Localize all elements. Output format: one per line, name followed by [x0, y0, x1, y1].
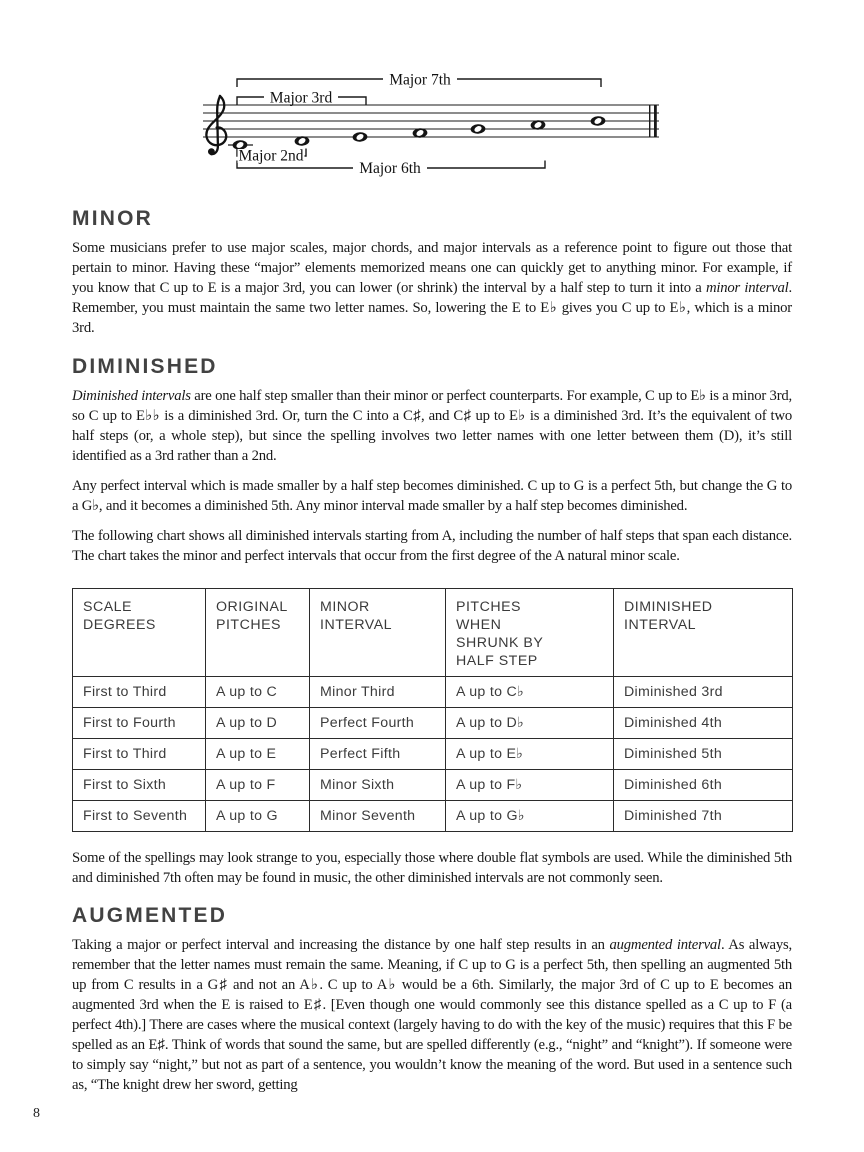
table-cell: First to Third [73, 677, 206, 708]
table-cell: A up to D [206, 708, 310, 739]
minor-heading: MINOR [72, 207, 153, 230]
table-cell: Diminished 3rd [614, 677, 793, 708]
table-header-cell: SCALE DEGREES [73, 589, 206, 677]
table-cell: Minor Sixth [310, 770, 446, 801]
table-cell: A up to F [206, 770, 310, 801]
table-cell: First to Sixth [73, 770, 206, 801]
table-header-cell: PITCHES WHEN SHRUNK BY HALF STEP [446, 589, 614, 677]
whole-note [590, 116, 605, 126]
table-cell: A up to G [206, 801, 310, 832]
staff-lines [203, 105, 659, 137]
table-row [73, 801, 793, 832]
table-row [73, 770, 793, 801]
table-cell: First to Third [73, 739, 206, 770]
staff-svg [0, 0, 864, 192]
diminished-paragraph-2: Any perfect interval which is made smaller by a half step becomes diminished. C up to G is a perfect 5th, but change the G to a G♭, and it becomes a diminished 5th. Any minor interval made smaller by a half step becomes diminished. [72, 478, 792, 514]
bracket-label-major-7th: Major 7th [389, 71, 451, 89]
table-cell: First to Fourth [73, 708, 206, 739]
whole-note [470, 124, 485, 134]
table-row [73, 739, 793, 770]
table-cell: A up to E [206, 739, 310, 770]
bracket-label-major-6th: Major 6th [359, 160, 421, 177]
table-cell: Minor Third [310, 677, 446, 708]
table-row [73, 708, 793, 739]
diminished-paragraph-1: Diminished intervals are one half step smaller than their minor or perfect counterparts. For example, C up to E♭ is a minor 3rd, so C up to E♭♭ is a diminished 3rd. Or, turn the C into a C♯, and C♯ up to E♭ is a diminished 3rd. It’s the equivalent of two half steps (or, a whole step), but since the spelling involves two letter names with one letter between them (D), it’s still identified as a 3rd rather than a 2nd. [72, 388, 792, 464]
table-cell: A up to C [206, 677, 310, 708]
page-content [72, 207, 792, 1095]
table-cell: Perfect Fourth [310, 708, 446, 739]
table-cell: Perfect Fifth [310, 739, 446, 770]
diminished-heading: DIMINISHED [72, 355, 218, 378]
music-figure [0, 0, 864, 192]
bracket-label-major-3rd: Major 3rd [269, 89, 333, 107]
table-header-cell: ORIGINAL PITCHES [206, 589, 310, 677]
table-header-row [73, 589, 793, 677]
table-cell: Diminished 5th [614, 739, 793, 770]
table-note-paragraph: Some of the spellings may look strange to you, especially those where double flat symbols are used. While the diminished 5th and diminished 7th often may be found in music, the other diminished intervals are not commonly seen. [72, 850, 792, 886]
minor-paragraph: Some musicians prefer to use major scales, major chords, and major intervals as a reference point to figure out those that pertain to minor. Having these “major” elements memorized means one can quickly get to anything minor. For example, if you know that C up to E is a major 3rd, you can lower (or shrink) the interval by a half step to turn it into a minor interval. Remember, you must maintain the same two letter names. So, lowering the E to E♭ gives you C up to E♭, which is a minor 3rd. [72, 240, 792, 336]
diminished-paragraph-3: The following chart shows all diminished intervals starting from A, including the number of half steps that span each distance. The chart takes the minor and perfect intervals that occur from the first degree of the A natural minor scale. [72, 528, 792, 564]
table-cell: Diminished 4th [614, 708, 793, 739]
table-cell: Diminished 6th [614, 770, 793, 801]
table-cell: Diminished 7th [614, 801, 793, 832]
table-header-cell: DIMINISHED INTERVAL [614, 589, 793, 677]
table-cell: A up to F♭ [446, 770, 614, 801]
whole-note [352, 132, 367, 142]
table-cell: A up to E♭ [446, 739, 614, 770]
table-row [73, 677, 793, 708]
table-cell: A up to G♭ [446, 801, 614, 832]
table-cell: A up to C♭ [446, 677, 614, 708]
table-cell: A up to D♭ [446, 708, 614, 739]
table-header-cell: MINOR INTERVAL [310, 589, 446, 677]
table-cell: First to Seventh [73, 801, 206, 832]
augmented-heading: AUGMENTED [72, 904, 228, 927]
page-number: 8 [33, 1106, 40, 1121]
augmented-paragraph: Taking a major or perfect interval and increasing the distance by one half step results in an augmented interval. As always, remember that the letter names must remain the same. Meaning, if C up to G is a perfect 5th, then spelling an augmented 5th up from C results in a G♯ and not an A♭. C up to A♭ would be a 6th. Similarly, the major 3rd of C up to E becomes an augmented 3rd when the E is raised to E♯. [Even though one would commonly see this distance spelled as a C up to F (a perfect 4th).] There are cases where the musical context (largely having to do with the key of the music) requires that this F be spelled as an E♯. Think of words that sound the same, but are spelled differently (e.g., “night” and “knight”). If someone were to simply say “night,” but not as part of a sentence, you wouldn’t know the meaning of the word. But used in a sentence such as, “The knight drew her sword, getting [72, 937, 792, 1093]
bracket-label-major-2nd: Major 2nd [238, 147, 304, 165]
diminished-intervals-table [72, 588, 793, 832]
table-cell: Minor Seventh [310, 801, 446, 832]
